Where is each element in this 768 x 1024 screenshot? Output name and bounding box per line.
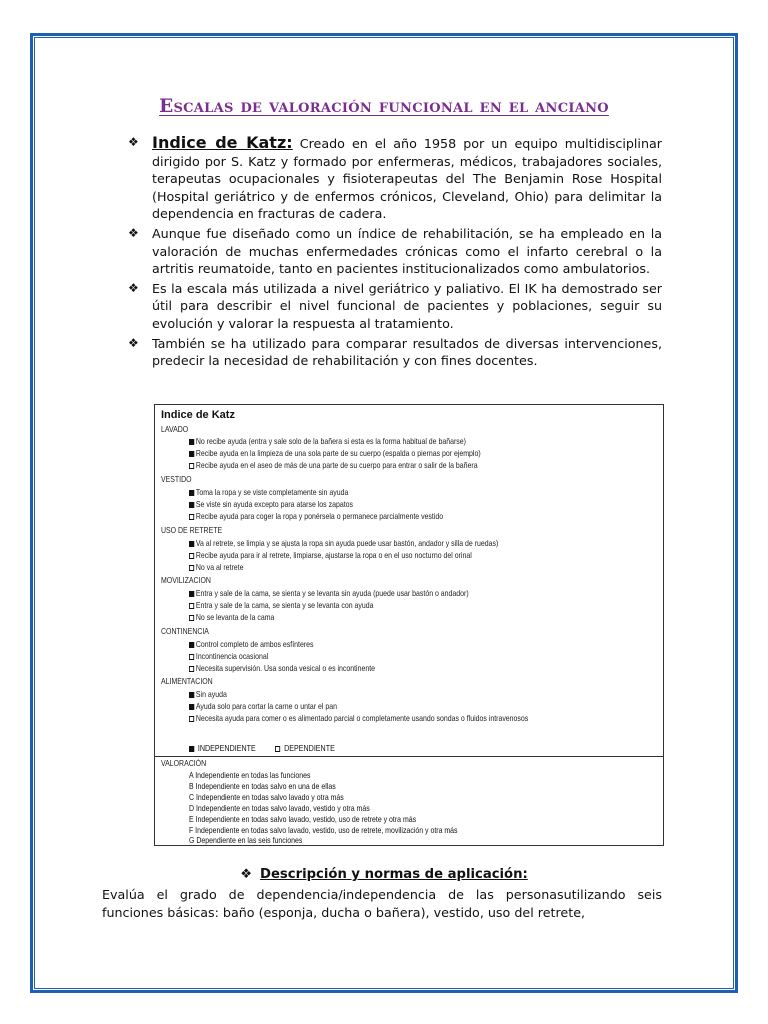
empty-square-icon [189,565,194,571]
diamond-bullet-icon: ❖ [128,280,139,295]
document-title-text: Escalas de valoración funcional en el anciano [159,96,609,117]
category-valoracion: VALORACIÓN [161,759,207,768]
category-vestido: VESTIDO [161,475,192,484]
option-text: Recibe ayuda en la limpieza de una sola parte de su cuerpo (espalda o piernas por ejemplo) [195,449,481,458]
option-text: Va al retrete, se limpia y se ajusta la ropa sin ayuda puede usar bastón, andador y silla de ruedas) [195,539,499,548]
katz-index-heading: Indice de Katz: [152,133,293,152]
diamond-bullet-icon: ❖ [240,867,253,882]
table-divider [155,756,663,757]
empty-square-icon [189,654,194,660]
diamond-bullet-icon: ❖ [128,225,139,240]
category-continencia: CONTINENCIA [161,627,209,636]
option-row [189,664,375,674]
empty-square-icon [189,716,194,722]
valoracion-item: D Independiente en todas salvo lavado, vestido y otra más [189,804,370,813]
category-retrete: USO DE RETRETE [161,526,223,535]
filled-square-icon [189,490,194,496]
option-text: No recibe ayuda (entra y sale solo de la bañera si esta es la forma habitual de bañarse) [195,437,466,446]
option-row [189,500,353,510]
legend [189,743,335,753]
option-row [189,461,478,471]
legend-dependiente: DEPENDIENTE [284,743,335,753]
section-heading-text: Descripción y normas de aplicación: [260,867,528,882]
option-row [189,512,443,522]
option-text: Recibe ayuda en el aseo de más de una parte de su cuerpo para entrar o salir de la bañera [195,461,478,470]
option-text: Control completo de ambos esfínteres [195,640,314,649]
filled-square-icon [189,451,194,457]
filled-square-icon [189,439,194,445]
filled-square-icon [189,591,194,597]
bullet-item [128,335,662,370]
option-row [189,437,466,447]
option-text: Recibe ayuda para ir al retrete, limpiarse, ajustarse la ropa o en el uso nocturno del orinal [195,551,472,560]
filled-square-icon [189,502,194,508]
valoracion-item: F Independiente en todas salvo lavado, vestido, uso de retrete, movilización y otra más [189,826,458,835]
bullet-item [128,225,662,278]
option-text: Se viste sin ayuda excepto para atarse los zapatos [195,500,353,509]
option-row [189,690,227,700]
option-text: Necesita ayuda para comer o es alimentado parcial o completamente usando sondas o fluidos intravenosos [195,714,529,723]
bullet-text: También se ha utilizado para comparar resultados de diversas intervenciones, predecir la necesidad de rehabilitación y con fines docentes. [152,335,662,369]
valoracion-item: E Independiente en todas salvo lavado, vestido, uso de retrete y otra más [189,815,417,824]
category-movilizacion: MOVILIZACION [161,576,211,585]
empty-square-icon [189,603,194,609]
option-row [189,613,274,623]
filled-square-icon [189,541,194,547]
option-row [189,652,268,662]
empty-square-icon [189,553,194,559]
diamond-bullet-icon: ❖ [128,135,139,149]
option-text: Entra y sale de la cama, se sienta y se levanta sin ayuda (puede usar bastón o andador) [195,589,469,598]
valoracion-item: G Dependiente en las seis funciones [189,836,303,845]
bullet-item [128,280,662,333]
filled-square-icon [189,746,194,752]
option-row [189,640,313,650]
legend-independiente: INDEPENDIENTE [197,743,256,753]
empty-square-icon [189,514,194,520]
empty-square-icon [275,746,280,752]
empty-square-icon [189,666,194,672]
option-row [189,601,373,611]
document-title [0,96,768,117]
option-row [189,589,469,599]
option-text: No se levanta de la cama [195,613,275,622]
option-row [189,563,243,573]
bullet-item [128,134,662,223]
option-text: Necesita supervisión. Usa sonda vesical o es incontinente [195,664,376,673]
option-text: Recibe ayuda para coger la ropa y ponérsela o permanece parcialmente vestido [195,512,444,521]
option-text: Incontinencia ocasional [195,652,269,661]
table-title: Indice de Katz [161,409,235,421]
option-row [189,702,337,712]
option-row [189,551,472,561]
empty-square-icon [189,463,194,469]
bullet-text: Es la escala más utilizada a nivel geriátrico y paliativo. El IK ha demostrado ser útil para describir el nivel funcional de pacientes y poblaciones, seguir su evolución y valorar la respuesta al tratamiento. [152,280,662,331]
valoracion-item: B Independiente en todas salvo en una de ellas [189,782,336,791]
bullet-list [128,134,662,372]
option-row [189,539,498,549]
bullet-text: Creado en el año 1958 por un equipo multidisciplinar dirigido por S. Katz y formado por enfermeras, médicos, trabajadores sociales, terapeutas ocupacionales y fisioterapeutas del The Benjamin Rose Hospital (Hospital geriátrico y de enfermos crónicos, Cleveland, Ohio) para delimitar la dependencia en fracturas de cadera. [152,136,662,222]
valoracion-item: C Independiente en todas salvo lavado y otra más [189,793,344,802]
valoracion-item: A Independiente en todas las funciones [189,771,311,780]
diamond-bullet-icon: ❖ [128,335,139,350]
empty-square-icon [189,615,194,621]
body-paragraph: Evalúa el grado de dependencia/independencia de las personasutilizando seis funciones básicas: baño (esponja, ducha o bañera), vestido, uso del retrete, [102,887,662,920]
katz-index-table [154,404,664,846]
option-text: No va al retrete [195,563,244,572]
option-row [189,714,528,724]
option-text: Sin ayuda [195,690,227,699]
filled-square-icon [189,642,194,648]
filled-square-icon [189,704,194,710]
option-text: Entra y sale de la cama, se sienta y se levanta con ayuda [195,601,374,610]
category-alimentacion: ALIMENTACION [161,677,213,686]
option-text: Toma la ropa y se viste completamente sin ayuda [195,488,349,497]
option-text: Ayuda solo para cortar la carne o untar el pan [195,702,337,711]
filled-square-icon [189,692,194,698]
category-lavado: LAVADO [161,425,189,434]
bullet-text: Aunque fue diseñado como un índice de rehabilitación, se ha empleado en la valoración de muchas enfermedades crónicas como el infarto cerebral o la artritis reumatoide, tanto en pacientes institucionalizados como ambulatorios. [152,225,662,277]
option-row [189,449,481,459]
section-heading [0,867,768,882]
option-row [189,488,348,498]
